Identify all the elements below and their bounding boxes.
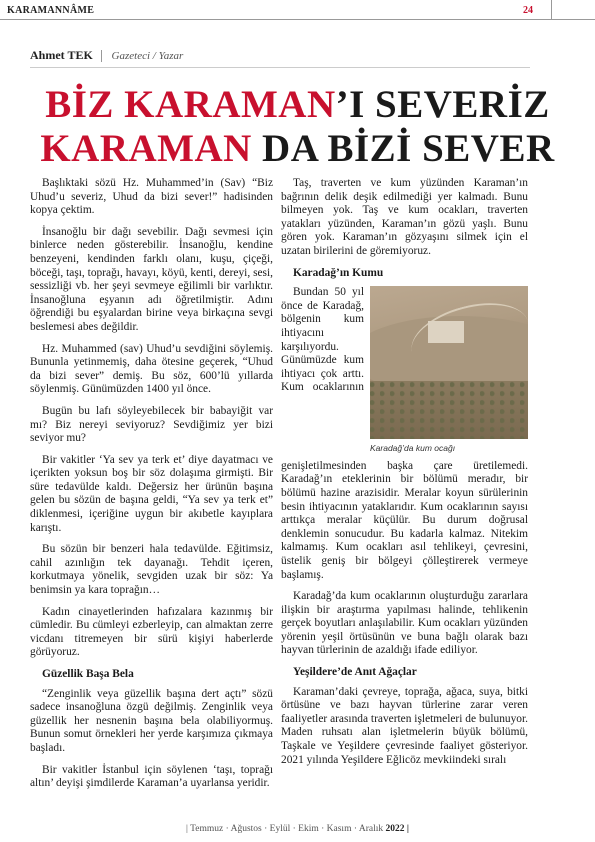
author-rule <box>30 67 530 68</box>
article-title-line-2 <box>0 128 595 170</box>
header-rule <box>0 19 595 20</box>
paragraph: Karadağ’da kum ocaklarının oluşturduğu zararlara ilişkin bir araştırma yapılması halinde, tehlikenin gerçek boyutları anlaşılabilir. Kum ocakları yüzünden yörenin yeşil örtüsünün ve buna bağlı olarak bazı hayvan türlerinin de azaldığı ifade ediliyor. <box>281 590 528 657</box>
paragraph: Taş, traverten ve kum yüzünden Karaman’ın bağrının delik deşik edilmediği yer kalmadı. Bunu bilmeyen yok. Taş ve kum ocakları, traverten yatakları yüzünden, Karaman’ın gözü yaşlı. Bunu gören yok. Karaman’ın gözyaşını silmek için el uzatan birilerini de göremiyoruz. <box>281 177 528 257</box>
article-title-line-1 <box>0 84 595 126</box>
title-text: DA BİZİ SEVER <box>251 127 555 170</box>
footer-months: | Temmuz · Ağustos · Eylül · Ekim · Kasım · Aralık <box>186 824 384 834</box>
paragraph: Başlıktaki sözü Hz. Muhammed’in (Sav) “Biz Uhud’u severiz, Uhud da bizi sever!” hadisinden kopya çektim. <box>30 177 273 217</box>
paragraph: Hz. Muhammed (sav) Uhud’u sevdiğini söylemiş. Bununla yetinmemiş, daha ötesine geçerek, “Uhud da bizi sever” demiş. Bu söz, 600’lü yıllarda söylenmiş. Günümüzden 1400 yıl önce. <box>30 342 273 396</box>
paragraph: Kadın cinayetlerinden hafızalara kazınmış bir cümledir. Bu cümleyi ezberleyip, can almaktan zerre vicdanı titremeyen bir sürü kişiyi haberlerde görüyoruz. <box>30 605 273 659</box>
paragraph: İnsanoğlu bir dağı sevebilir. Dağı sevmesi için binlerce neden gösterebilir. İnsanoğlu, kendine benzeyeni, kendinden farklı olanı, kuşu, çiçeği, böceği, taşı, toprağı, havayı, köyü, kenti, dereyi, sesi, sessizliği vb. her şeyi sevmeye eğilimli bir varlıktır. İnsanoğluna eşyanın adı öğretilmiştir. Adını öğrendiği bu eşyalardan birine veya birkaçına sevgi beslemesi abes değildir. <box>30 225 273 333</box>
magazine-name: KARAMANNÂME <box>7 5 95 16</box>
paragraph: Bir vakitler İstanbul için söylenen ‘taşı, toprağı altın’ deyişi şimdilerde Karaman’a uyarlansa yeridir. <box>30 763 273 790</box>
page-number: 24 <box>523 5 533 16</box>
right-column <box>281 177 528 775</box>
author-separator <box>101 50 102 62</box>
photo-caption: Karadağ’da kum ocağı <box>370 443 456 454</box>
sand-quarry-photo <box>370 286 528 439</box>
subheading: Karadağ’ın Kumu <box>293 266 384 279</box>
page-footer <box>0 824 595 834</box>
paragraph: Karaman’daki çevreye, toprağa, ağaca, suya, bitki örtüsüne ve bazı hayvan türlerine zarar veren faaliyetler arasında traverten işletmeleri de bulunuyor. Maden ruhsatı alan işletmelerin büyük bölümü, Taşkale ve Yeşildere çevresinde faaliyet gösteriyor. 2021 yılında Yeşildere Eğlicöz mevkiindeki sıralı <box>281 685 528 766</box>
paragraph: Bundan 50 yıl önce de Karadağ, bölgenin kum ihtiyacını karşılıyordu. Günümüzde kum ihtiyacı çok arttı. Kum ocaklarının genişletilmesinden başka çare üretilemedi. Karadağ’ın eteklerinin bir bölümü meradır, bir bölümü hazine arazisidir. Meralar koyun sürülerinin besin ihtiyacının yataklarıdır. Kum ocaklarının sayısı arttıkça meralar küçülür. Bu durum doğrusal denklemin sonucudur. Bu kadarla kalmaz. Nitekim kalmamış. Kum ocakları asıl tehlikeyi, çevresini, üstelik geniş bir bölgeyi çölleştirerek vermeye başlamış. <box>281 286 528 581</box>
paragraph: Bu sözün bir benzeri hala tedavülde. Eğitimsiz, cahil azınlığın tek dayanağı. Tehdit içeren, korkutmaya yönelik, sevgiden uzak bir söz: Ya benimsin ya kara toprağın… <box>30 543 273 597</box>
author-role: Gazeteci / Yazar <box>111 50 184 62</box>
title-highlight: BİZ KARAMAN <box>45 83 336 126</box>
author-name: Ahmet TEK <box>30 48 93 62</box>
paragraph: “Zenginlik veya güzellik başına dert açtı” sözü sadece insanoğluna özgü değilmiş. Zenginlik veya güzellik her nesnenin başına bela olabiliyormuş. Bunun somut örnekleri her yerde karşımıza çıkmaya başladı. <box>30 687 273 754</box>
subheading: Yeşildere’de Anıt Ağaçlar <box>293 666 417 679</box>
photo-figure <box>370 286 528 456</box>
left-column <box>30 177 273 799</box>
header-divider <box>551 0 552 19</box>
footer-year: 2022 | <box>385 824 409 834</box>
title-highlight: KARAMAN <box>40 127 252 170</box>
subheading: Güzellik Başa Bela <box>42 668 134 680</box>
page-header <box>0 0 595 20</box>
paragraph: Bir vakitler ‘Ya sev ya terk et’ diye dayatmacı ve içerikten yoksun boş bir söz dolaşıma girmişti. Bir süre tedavülde kaldı. Değersiz her ürünün başına gelen bu sözün de başına geldi, “Ya sev ya terk et” diklenmesi, içeriğine uygun bir akıbetle kayıplara karıştı. <box>30 453 273 534</box>
paragraph: Bugün bu lafı söyleyebilecek bir babayiğit var mı? Biz nereyi seviyoruz? Sevdiğimiz yer bizi seviyor mu? <box>30 404 273 445</box>
title-text: ’I SEVERİZ <box>335 83 550 126</box>
author-bar <box>30 48 530 64</box>
